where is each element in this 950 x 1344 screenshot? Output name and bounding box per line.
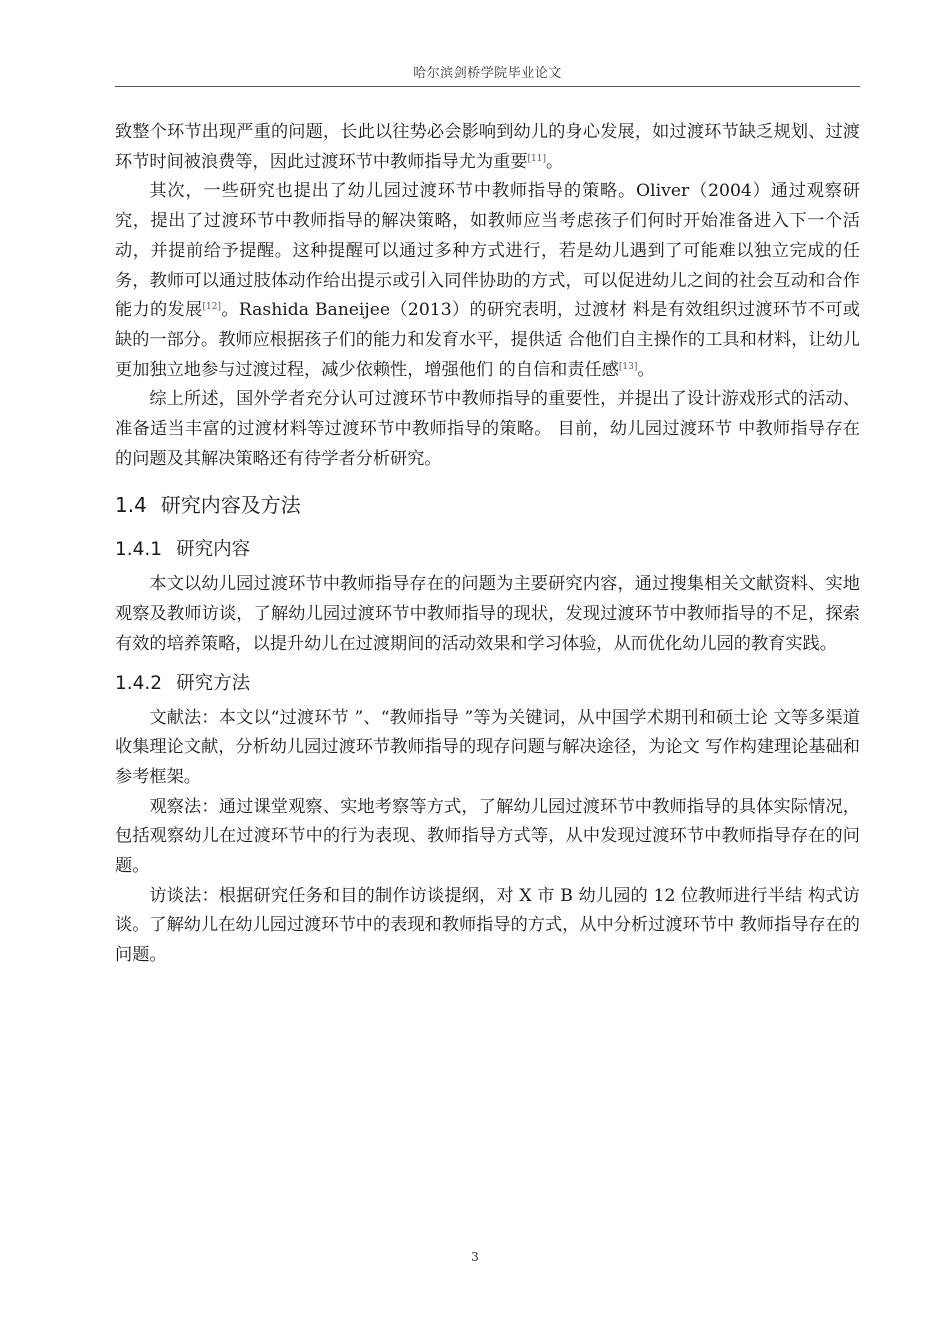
section-heading xyxy=(115,484,860,526)
paragraph-summary: 综上所述，国外学者充分认可过渡环节中教师指导的重要性，并提出了设计游戏形式的活动、准备适当丰富的过渡材料等过渡环节中教师指导的策略。 目前，幼儿园过渡环节 中教师指导存在的问题及其解决策略还有待学者分析研究。 xyxy=(115,389,860,469)
citation-ref: [11] xyxy=(527,153,546,164)
page-number: 3 xyxy=(471,1250,479,1264)
subsection-number: 1.4.2 xyxy=(115,672,163,694)
citation-ref: [13] xyxy=(618,361,638,372)
paragraph-text: 其次，一些研究也提出了幼儿园过渡环节中教师指导的策略。Oliver（2004）通过观察研究，提出了过渡环节中教师指导的解决策略，如教师应当考虑孩子们何时开始准备进入下一个活动，并提前给予提醒。这种提醒可以通过多种方式进行，若是幼儿遇到了可能难以独立完成的任务，教师可以通过肢体动作给出提示或引入同伴协助的方式，可以促进幼儿之间的社会互动和合作能力的发展 xyxy=(115,181,860,321)
paragraph-research-content: 本文以幼儿园过渡环节中教师指导存在的问题为主要研究内容，通过搜集相关文献资料、实地观察及教师访谈，了解幼儿园过渡环节中教师指导的现状，发现过渡环节中教师指导的不足，探索有效的培养策略，以提升幼儿在过渡期间的活动效果和学习体验，从而优化幼儿园的教育实践。 xyxy=(115,574,860,654)
header-divider xyxy=(115,86,860,87)
subsection-title: 研究内容 xyxy=(176,539,251,561)
section-number: 1.4 xyxy=(115,493,147,518)
subsection-number: 1.4.1 xyxy=(115,539,163,561)
paragraph-continued xyxy=(115,118,860,177)
subsection-heading xyxy=(115,664,860,704)
subsection-heading xyxy=(115,530,860,570)
paragraph-interview-method: 访谈法：根据研究任务和目的制作访谈提纲，对 X 市 B 幼儿园的 12 位教师进行半结 构式访谈。了解幼儿在幼儿园过渡环节中的表现和教师指导的方式，从中分析过渡环节中 教师指导存在的问题。 xyxy=(115,885,860,966)
paragraph-literature-method: 文献法：本文以“过渡环节 ”、“教师指导 ”等为关键词，从中国学术期刊和硕士论 文等多渠道收集理论文献，分析幼儿园过渡环节教师指导的现存问题与解决途径，为论文 写作构建理论基础和参考框架。 xyxy=(115,707,860,787)
paragraph-text-2: 。Rashida Baneijee（2013）的研究表明，过渡材 料是有效组织过渡环节不可或缺的一部分。教师应根据孩子们的能力和发育水平，提供适 合他们自主操作的工具和材料，让幼儿更加独立地参与过渡过程，减少依赖性，增强他们 的自信和责任感 xyxy=(115,300,860,380)
paragraph-end: 。 xyxy=(546,151,564,172)
paragraph-strategies xyxy=(115,177,860,385)
subsection-title: 研究方法 xyxy=(176,672,251,694)
page-body xyxy=(115,118,860,971)
section-title: 研究内容及方法 xyxy=(160,493,301,518)
paragraph-text: 致整个环节出现严重的问题，长此以往势必会影响到幼儿的身心发展，如过渡环节缺乏规划、过渡环节时间被浪费等，因此过渡环节中教师指导尤为重要 xyxy=(115,122,860,172)
paragraph-observation-method: 观察法：通过课堂观察、实地考察等方式，了解幼儿园过渡环节中教师指导的具体实际情况，包括观察幼儿在过渡环节中的行为表现、教师指导方式等，从中发现过渡环节中教师指导存在的问题。 xyxy=(115,796,860,877)
paragraph-end: 。 xyxy=(637,359,655,380)
running-header: 哈尔滨剑桥学院毕业论文 xyxy=(413,66,562,81)
citation-ref: [12] xyxy=(202,302,221,313)
